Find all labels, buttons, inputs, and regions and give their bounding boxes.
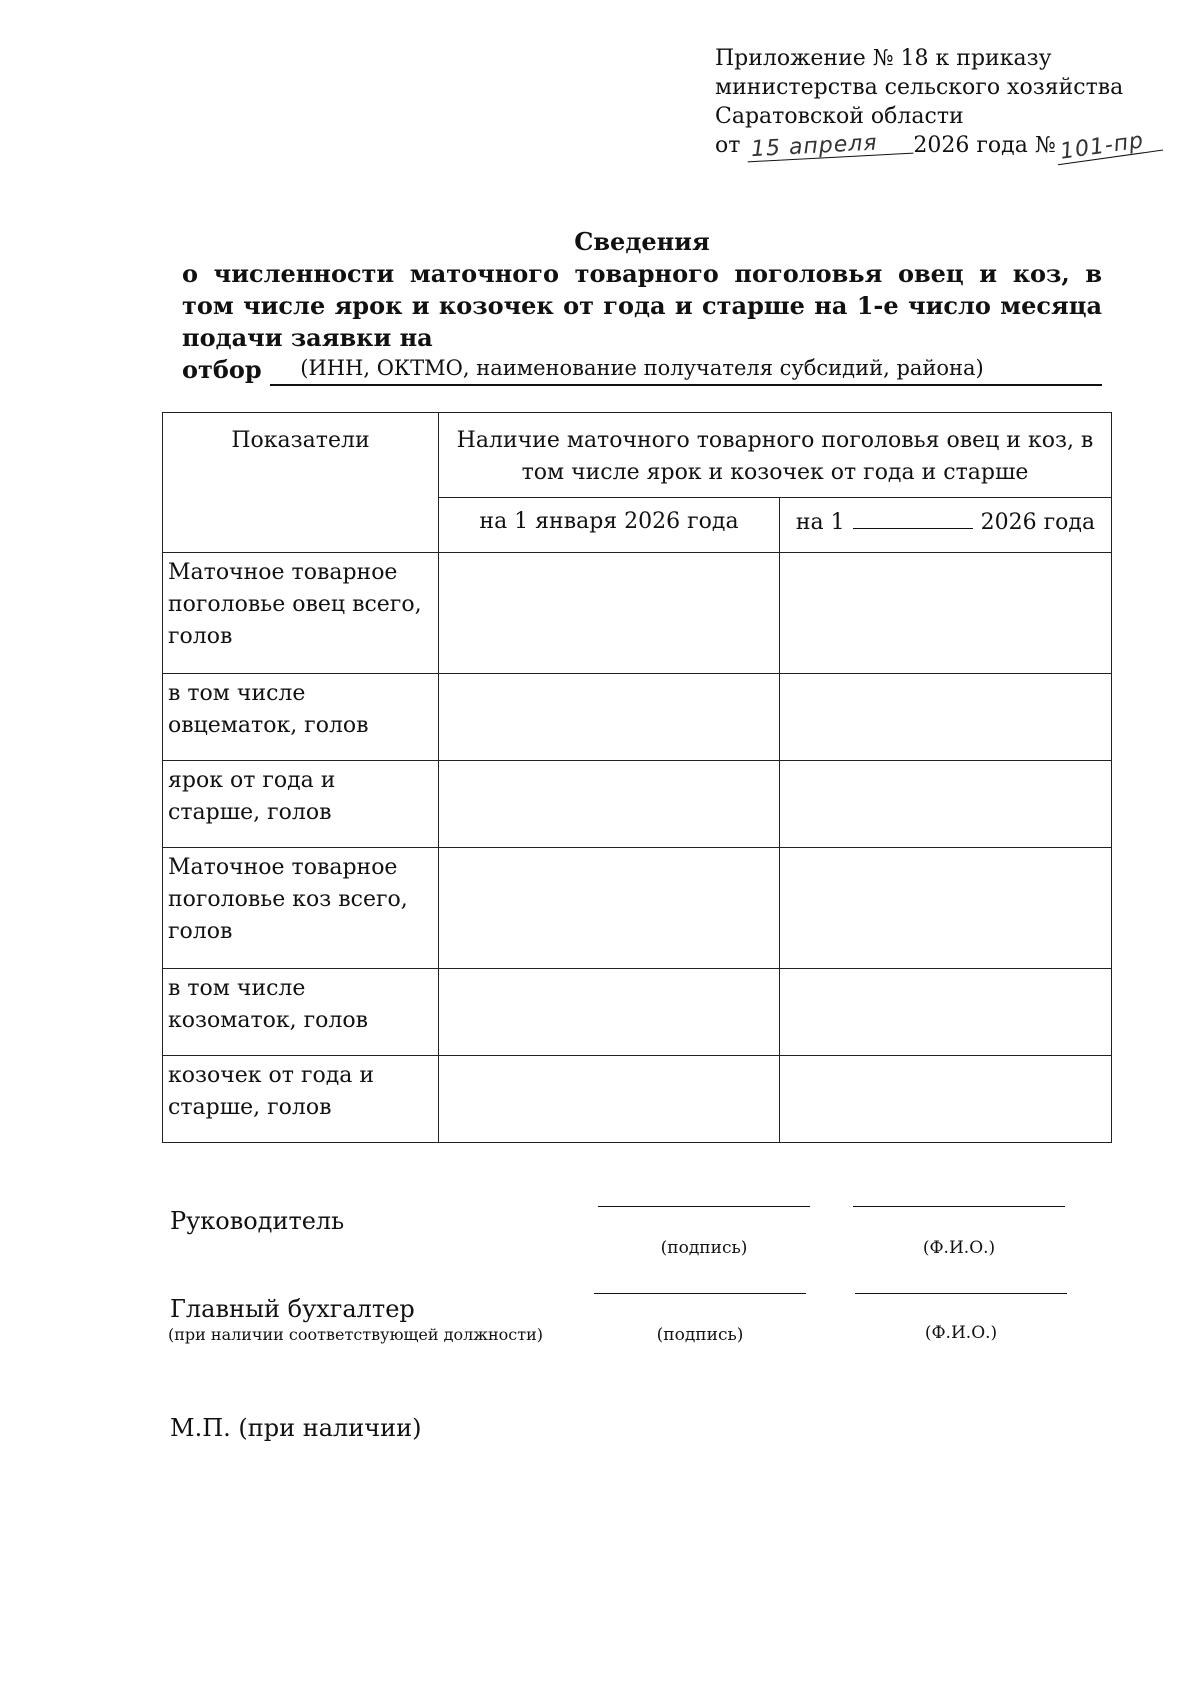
row-label: козочек от года и старше, голов <box>163 1056 439 1143</box>
head-name-caption: (Ф.И.О.) <box>922 1238 996 1258</box>
chief-accountant-role: Главный бухгалтер <box>170 1295 415 1323</box>
appendix-header <box>715 44 1155 165</box>
row-label: в том числе козоматок, голов <box>163 969 439 1056</box>
accountant-signature-caption: (подпись) <box>656 1325 744 1345</box>
recipient-caption: (ИНН, ОКТМО, наименование получателя субсидий, района) <box>300 356 984 380</box>
header-col-january: на 1 января 2026 года <box>439 498 780 553</box>
value-cell-january[interactable] <box>439 969 780 1056</box>
value-cell-january[interactable] <box>439 848 780 969</box>
appendix-line-1: Приложение № 18 к приказу <box>715 46 1052 71</box>
value-cell-january[interactable] <box>439 761 780 848</box>
value-cell-current[interactable] <box>780 969 1112 1056</box>
value-cell-current[interactable] <box>780 1056 1112 1143</box>
row-label: Маточное товарное поголовье овец всего, голов <box>163 553 439 674</box>
handwritten-order-number: 101-пр <box>1055 128 1163 166</box>
head-role: Руководитель <box>170 1207 345 1235</box>
title-main: Сведения <box>574 227 710 256</box>
row-label: ярок от года и старше, голов <box>163 761 439 848</box>
table-row <box>163 969 1112 1056</box>
row-label: Маточное товарное поголовье коз всего, голов <box>163 848 439 969</box>
title-subtitle: о численности маточного товарного поголовья овец и коз, в том числе ярок и козочек от года и старше на 1-е число месяца подачи заявки на <box>182 259 1102 352</box>
value-cell-current[interactable] <box>780 674 1112 761</box>
value-cell-current[interactable] <box>780 553 1112 674</box>
table-row <box>163 1056 1112 1143</box>
row-label: в том числе овцематок, голов <box>163 674 439 761</box>
table-row <box>163 674 1112 761</box>
stamp-place: М.П. (при наличии) <box>170 1414 422 1442</box>
accountant-name-line[interactable] <box>855 1293 1067 1294</box>
head-name-line[interactable] <box>853 1206 1065 1207</box>
header-main: Наличие маточного товарного поголовья овец и коз, в том числе ярок и козочек от года и старше <box>439 413 1112 498</box>
value-cell-january[interactable] <box>439 553 780 674</box>
table-row <box>163 761 1112 848</box>
header-indicators: Показатели <box>163 413 439 553</box>
header-col-current-prefix: на 1 <box>795 510 845 535</box>
appendix-line-2: министерства сельского хозяйства <box>715 75 1124 100</box>
head-signature-caption: (подпись) <box>660 1238 748 1258</box>
value-cell-january[interactable] <box>439 1056 780 1143</box>
head-signature-line[interactable] <box>598 1206 810 1207</box>
value-cell-january[interactable] <box>439 674 780 761</box>
table-row <box>163 553 1112 674</box>
header-col-current <box>780 498 1112 553</box>
order-date-line <box>715 128 1155 165</box>
livestock-table <box>162 412 1112 1143</box>
month-fill-line[interactable] <box>853 506 973 529</box>
order-year-text: 2026 года № <box>913 133 1056 158</box>
otbor-word: отбор <box>182 355 262 384</box>
accountant-name-caption: (Ф.И.О.) <box>924 1323 998 1343</box>
appendix-line-3: Саратовской области <box>715 104 964 129</box>
handwritten-date: 15 апреля <box>747 131 914 163</box>
accountant-signature-line[interactable] <box>594 1293 806 1294</box>
order-from-prefix: от <box>715 133 741 158</box>
table-row <box>163 848 1112 969</box>
chief-accountant-note: (при наличии соответствующей должности) <box>168 1325 543 1344</box>
header-col-current-suffix: 2026 года <box>980 510 1096 535</box>
value-cell-current[interactable] <box>780 761 1112 848</box>
value-cell-current[interactable] <box>780 848 1112 969</box>
